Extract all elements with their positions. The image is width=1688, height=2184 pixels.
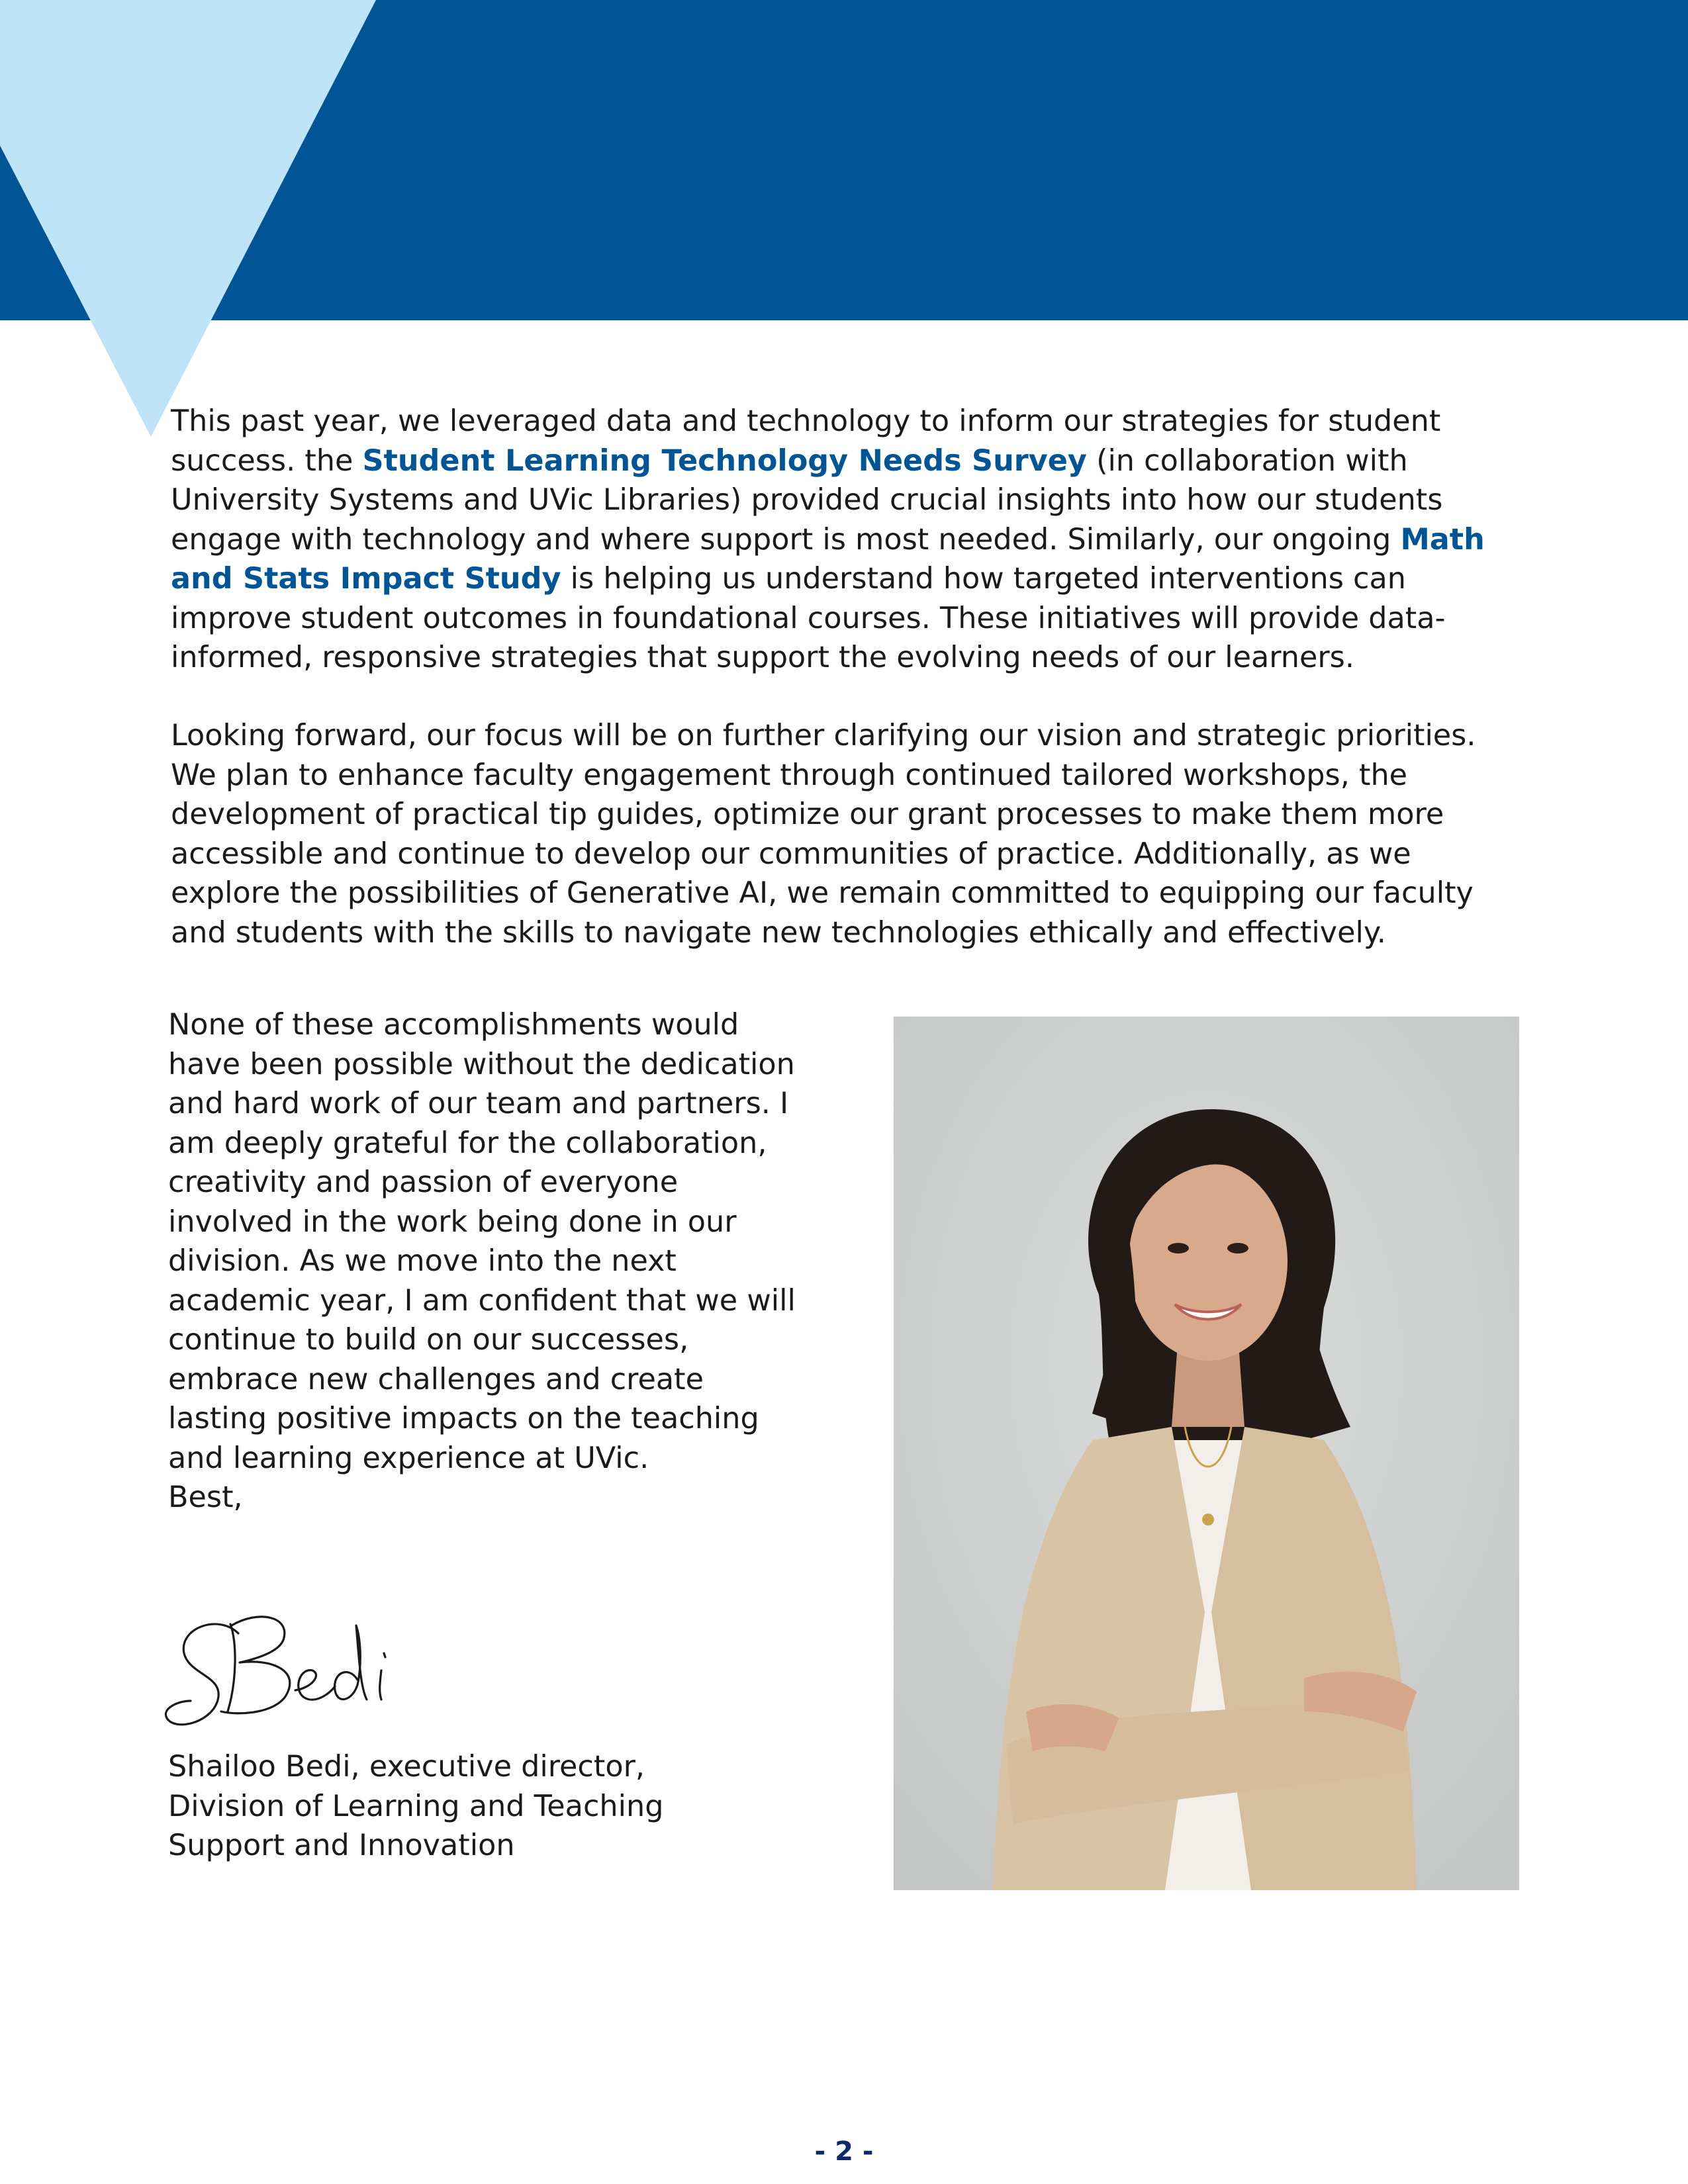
portrait-photo [894,1017,1519,1890]
header-triangle-decoration [0,0,1688,437]
signatory-name-title: Shailoo Bedi, executive director, [168,1750,645,1784]
paragraph-data-technology [171,402,1521,678]
survey-link[interactable]: Student Learning Technology Needs Survey [362,443,1087,478]
handwritten-signature [159,1602,457,1741]
signatory-division: Division of Learning and Teaching [168,1789,664,1823]
paragraph-text: is helping us understand how targeted interventions can improve student outcomes in foundational courses. These initiatives will provide data-informed, responsive strategies that support the evolving needs of our learners. [171,562,1446,674]
closing-salutation: Best, [168,1480,243,1514]
paragraph-looking-forward: Looking forward, our focus will be on further clarifying our vision and strategic priorities. We plan to enhance faculty engagement through continued tailored workshops, the development of practical tip guides, optimize our grant processes to make them more accessible and continue to develop our communities of practice. Additionally, as we explore the possibilities of Generative AI, we remain committed to equipping our faculty and students with the skills to navigate new technologies ethically and effectively. [171,719,1476,950]
impact-study-link[interactable]: Math and Stats Impact Study [171,522,1485,596]
page-number: - 2 - [814,2136,874,2167]
paragraph-gratitude: None of these accomplishments would have been possible without the dedication and hard work of our team and partners. I am deeply grateful for the collaboration, creativity and passion of everyone involved in the work being done in our division. As we move into the next academic year, I am confident that we will continue to build on our successes, embrace new challenges and create lasting positive impacts on the teaching and learning experience at UVic. [168,1008,796,1475]
paragraph-text: This past year, we leveraged data and technology to inform our strategies for student success. the [171,404,1441,478]
signatory-division-continued: Support and Innovation [168,1829,515,1862]
signatory-block [168,1747,663,1866]
paragraph-text: (in collaboration with University Systems and UVic Libraries) provided crucial insights into how our students engage with technology and where support is most needed. Similarly, our ongoing [171,443,1443,557]
